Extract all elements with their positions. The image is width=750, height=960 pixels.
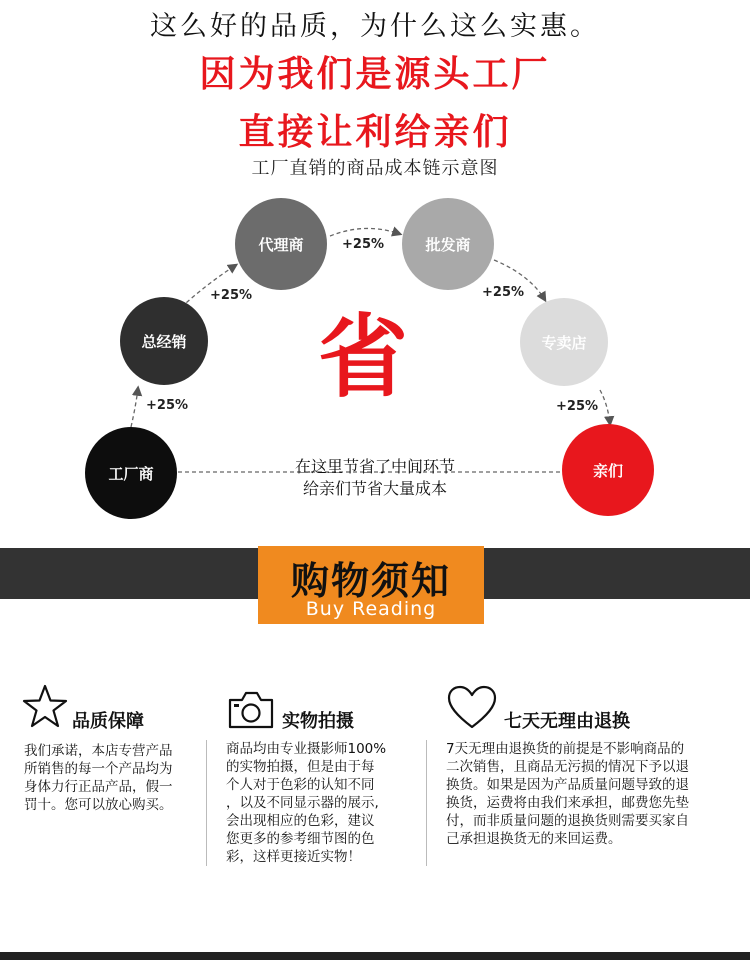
node-store-label: 专卖店	[541, 333, 587, 352]
increment-1: +25%	[146, 398, 189, 413]
arrow-1	[131, 388, 138, 427]
increment-3: +25%	[342, 237, 385, 252]
node-agent	[235, 198, 327, 290]
saving-note-line2: 给亲们节省大量成本	[302, 479, 447, 498]
saving-note-line1: 在这里节省了中间环节	[294, 457, 455, 476]
feature-return-line: 换货。如果是因为产品质量问题导致的退	[446, 777, 689, 793]
arrow-3	[330, 228, 400, 236]
star-icon	[22, 684, 68, 728]
feature-return-line: 付，而非质量问题的退换货则需要买家自	[446, 813, 689, 829]
increment-5: +25%	[556, 399, 599, 414]
node-customer	[562, 424, 654, 516]
feature-photo-line: 的实物拍摄，但是由于每	[226, 759, 375, 775]
feature-photo-text	[226, 740, 386, 866]
feature-quality-line: 身体力行正品产品，假一	[24, 779, 173, 795]
feature-return-line: 换货，运费将由我们来承担，邮费您先垫	[446, 795, 689, 811]
feature-photo-line: 商品均由专业摄影师100%	[226, 741, 387, 757]
save-character: 省	[318, 305, 408, 410]
arrow-5	[600, 390, 610, 424]
node-agent-label: 代理商	[258, 235, 304, 254]
feature-photo-title: 实物拍摄	[282, 711, 354, 732]
feature-return-line: 己承担退换货无的来回运费。	[446, 831, 622, 847]
node-store	[520, 298, 608, 386]
feature-return-title: 七天无理由退换	[504, 711, 630, 732]
feature-photo-line: 您更多的参考细节图的色	[226, 831, 375, 847]
headline-direct: 直接让利给亲们	[238, 112, 512, 153]
node-wholesaler	[402, 198, 494, 290]
feature-return-line: 7天无理由退换货的前提是不影响商品的	[446, 741, 685, 757]
feature-photo-line: 会出现相应的色彩，建议	[226, 813, 375, 829]
heart-icon	[446, 684, 498, 730]
node-wholesaler-label: 批发商	[425, 235, 471, 254]
headline-question: 这么好的品质，为什么这么实惠。	[150, 11, 600, 42]
banner-subtitle: Buy Reading	[305, 598, 437, 620]
headline-factory: 因为我们是源头工厂	[199, 54, 551, 95]
chain-diagram-title: 工厂直销的商品成本链示意图	[251, 158, 499, 179]
camera-icon	[226, 690, 276, 730]
banner-title: 购物须知	[290, 558, 451, 603]
node-factory	[85, 427, 177, 519]
feature-quality-text	[24, 742, 173, 814]
bottom-bar	[0, 952, 750, 960]
feature-photo-line: ，以及不同显示器的展示,	[226, 795, 379, 811]
node-customer-label: 亲们	[592, 461, 623, 480]
feature-quality-line: 罚十。您可以放心购买。	[24, 797, 173, 813]
feature-quality-title: 品质保障	[72, 711, 144, 732]
feature-return-text	[446, 740, 689, 848]
feature-return-line: 二次销售，且商品无污损的情况下予以退	[446, 759, 689, 775]
node-factory-label: 工厂商	[108, 464, 154, 483]
feature-quality-line: 所销售的每一个产品均为	[24, 761, 173, 777]
increment-2: +25%	[210, 288, 253, 303]
feature-photo-line: 个人对于色彩的认知不同	[226, 777, 375, 793]
feature-quality-line: 我们承诺，本店专营产品	[24, 743, 173, 759]
node-distributor-label: 总经销	[141, 332, 187, 351]
divider-1	[206, 740, 207, 866]
increment-4: +25%	[482, 285, 525, 300]
node-distributor	[120, 297, 208, 385]
feature-photo-line: 彩，这样更接近实物！	[226, 849, 361, 865]
divider-2	[426, 740, 427, 866]
